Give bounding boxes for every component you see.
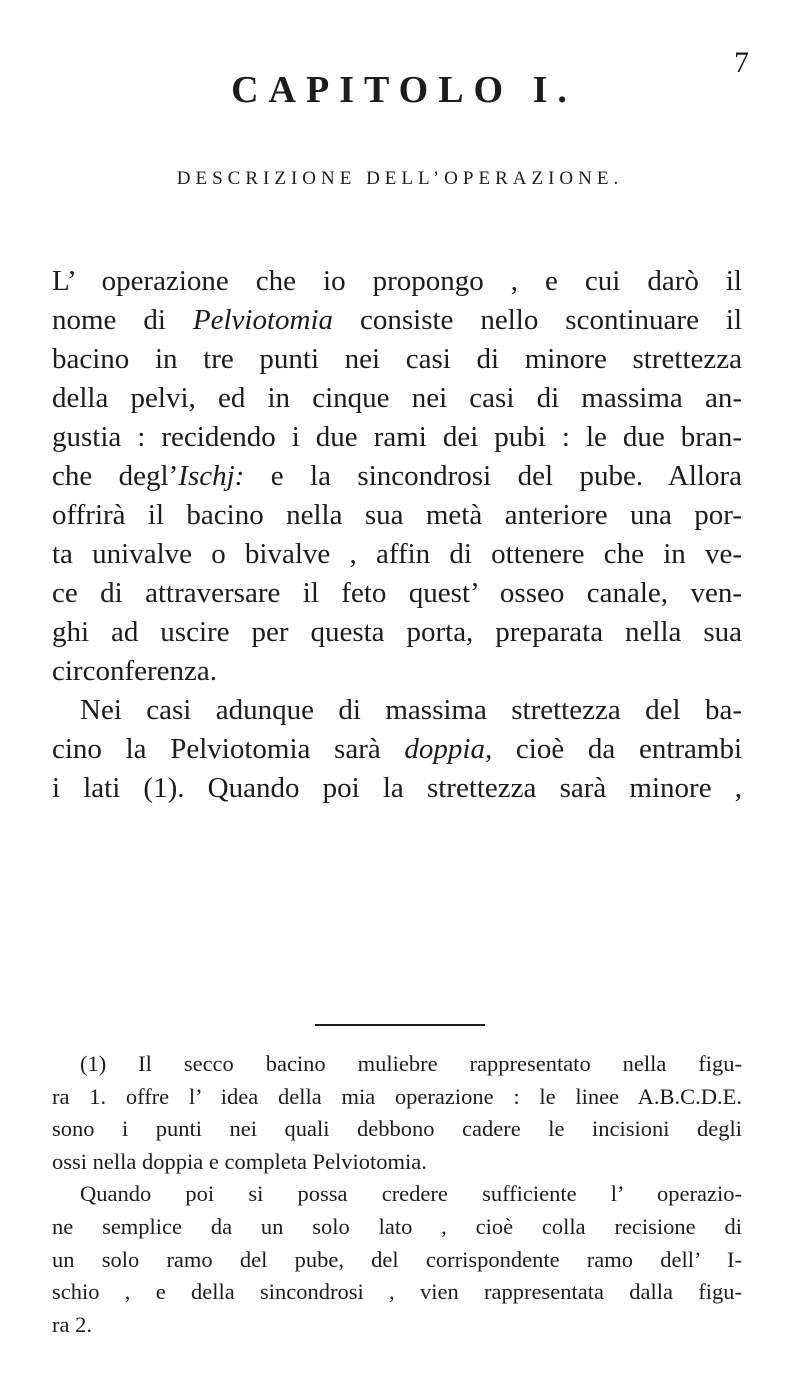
- footnote-line: (1) Il secco bacino muliebre rappresentato nella figu-: [80, 1051, 742, 1076]
- text-line: ce di attraversare il feto quest’ osseo canale, ven-: [52, 577, 742, 609]
- text-line: circonferenza.: [52, 655, 218, 687]
- footnote-line: ne semplice da un solo lato , cioè colla recisione di: [52, 1213, 742, 1239]
- text-line: Nei casi adunque di massima strettezza del ba-: [80, 694, 742, 726]
- chapter-title: CAPITOLO I.: [231, 69, 577, 111]
- footnote: [52, 1048, 742, 1341]
- chapter-subtitle: DESCRIZIONE DELL’OPERAZIONE.: [176, 168, 624, 189]
- footnote-line: ossi nella doppia e completa Pelviotomia.: [52, 1148, 427, 1174]
- footnote-line: sono i punti nei quali debbono cadere le incisioni degli: [52, 1116, 742, 1142]
- footnote-line: un solo ramo del pube, del corrispondente ramo dell’ I-: [52, 1246, 742, 1272]
- main-text: [52, 262, 742, 808]
- text-line: i lati (1). Quando poi la strettezza sarà minore ,: [52, 772, 742, 804]
- text-line: gustia : recidendo i due rami dei pubi : le due bran-: [52, 421, 742, 453]
- text-line: L’ operazione che io propongo , e cui darò il: [52, 265, 742, 297]
- text-line: bacino in tre punti nei casi di minore strettezza: [52, 343, 742, 375]
- footnote-line: schio , e della sincondrosi , vien rappresentata dalla figu-: [52, 1279, 742, 1305]
- footnote-line: Quando poi si possa credere sufficiente l’ operazio-: [80, 1181, 742, 1207]
- text-line: nome di Pelviotomia consiste nello scontinuare il: [52, 304, 743, 336]
- text-line: della pelvi, ed in cinque nei casi di massima an-: [52, 382, 742, 414]
- text-line: cino la Pelviotomia sarà doppia, cioè da entrambi: [52, 733, 743, 765]
- footnote-line: ra 2.: [52, 1311, 92, 1337]
- text-line: ghi ad uscire per questa porta, preparata nella sua: [52, 616, 742, 648]
- footnote-divider: [315, 1024, 485, 1026]
- text-line: offrirà il bacino nella sua metà anteriore una por-: [52, 499, 742, 531]
- text-line: che degl’Ischj: e la sincondrosi del pube. Allora: [52, 460, 742, 492]
- page-number: 7: [734, 46, 749, 79]
- text-line: ta univalve o bivalve , affin di ottenere che in ve-: [52, 538, 742, 570]
- footnote-line: ra 1. offre l’ idea della mia operazione : le linee A.B.C.D.E.: [52, 1083, 742, 1109]
